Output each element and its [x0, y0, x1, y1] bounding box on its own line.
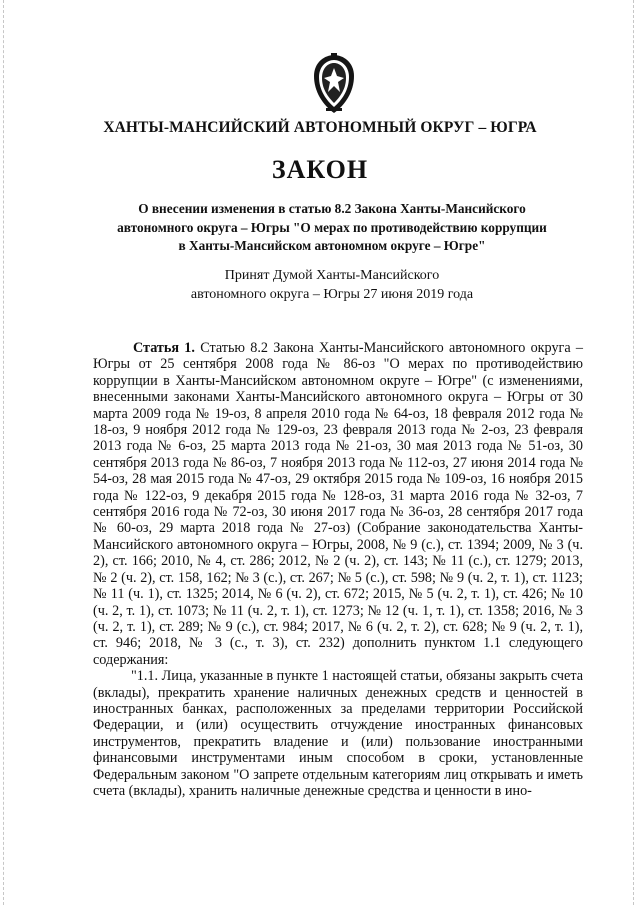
coat-of-arms-icon: [310, 52, 358, 116]
article-1-text: Статью 8.2 Закона Ханты-Мансийского автономного округа – Югры от 25 сентября 2008 года № 86-оз "О мерах по противодействию коррупции в Ханты-Мансийском автономном округе – Югре" (с изменениями, внесенными законами Ханты-Мансийского автономного округа – Югры от 30 марта 2009 года № 19-оз, 8 апреля 2010 года № 64-оз, 18 февраля 2012 года № 18-оз, 9 ноября 2012 года № 129-оз, 23 февраля 2013 года № 2-оз, 23 февраля 2013 года № 6-оз, 25 марта 2013 года № 21-оз, 30 мая 2013 года № 51-оз, 30 сентября 2013 года № 86-оз, 7 ноября 2013 года № 112-оз, 27 июня 2014 года № 54-оз, 28 мая 2015 года № 47-оз, 29 октября 2015 года № 109-оз, 16 ноября 2015 года № 122-оз, 9 декабря 2015 года № 128-оз, 31 марта 2016 года № 32-оз, 7 сентября 2016 года № 72-оз, 30 июня 2017 года № 36-оз, 28 сентября 2017 года № 60-оз, 29 марта 2018 года № 27-оз) (Собрание законодательства Ханты-Мансийского автономного округа – Югры, 2008, № 9 (с.), ст. 1394; 2009, № 3 (ч. 2), ст. 166; 2010, № 4, ст. 286; 2012, № 2 (ч. 2), ст. 143; № 11 (с.), ст. 1279; 2013, № 2 (ч. 2), ст. 158, 162; № 3 (с.), ст. 267; № 5 (с.), ст. 598; № 9 (ч. 2, т. 1), ст. 1123; № 11 (ч. 1), ст. 1325; 2014, № 6 (ч. 2), ст. 672; 2015, № 5 (ч. 2, т. 1), ст. 426; № 10 (ч. 2, т. 1), ст. 1073; № 11 (ч. 2, т. 1), ст. 1273; № 12 (ч. 1, т. 1), ст. 1358; 2016, № 3 (ч. 2, т. 1), ст. 289; № 9 (с.), ст. 984; 2017, № 6 (ч. 2, т. 2), ст. 628; № 9 (ч. 2, т. 1), ст. 946; 2018, № 3 (с., т. 3), ст. 232) дополнить пунктом 1.1 следующего содержания:: [93, 340, 583, 668]
law-subject: [108, 200, 556, 256]
adoption-line: Принят Думой Ханты-Мансийского: [224, 268, 440, 283]
subject-line: О внесении изменения в статью 8.2 Закона Ханты-Мансийского: [138, 201, 526, 216]
item-1-1-paragraph: "1.1. Лица, указанные в пункте 1 настоящей статьи, обязаны закрыть счета (вклады), прекратить хранение наличных денежных средств и ценностей в иностранных банках, расположенных за пределами территории Российской Федерации, и (или) осуществить отчуждение иностранных финансовых инструментов, прекратить владение и (или) пользование иностранными финансовыми инструментами иным способом в сроки, установленные Федеральным законом "О запрете отдельным категориям лиц открывать и иметь счета (вклады), хранить наличные денежные средства и ценности в ино-: [93, 668, 583, 799]
adoption-line: автономного округа – Югры 27 июня 2019 года: [190, 286, 474, 302]
subject-line: в Ханты-Мансийском автономном округе – Югре": [178, 238, 486, 254]
article-1-label: Статья 1.: [133, 340, 195, 356]
document-type-title: ЗАКОН: [271, 155, 369, 184]
region-title: ХАНТЫ-МАНСИЙСКИЙ АВТОНОМНЫЙ ОКРУГ – ЮГРА: [103, 119, 537, 136]
law-body: [93, 340, 583, 799]
subject-line: автономного округа – Югры "О мерах по противодействию коррупции: [117, 219, 547, 235]
adoption-note: [108, 267, 556, 304]
article-1-paragraph: [93, 340, 583, 668]
